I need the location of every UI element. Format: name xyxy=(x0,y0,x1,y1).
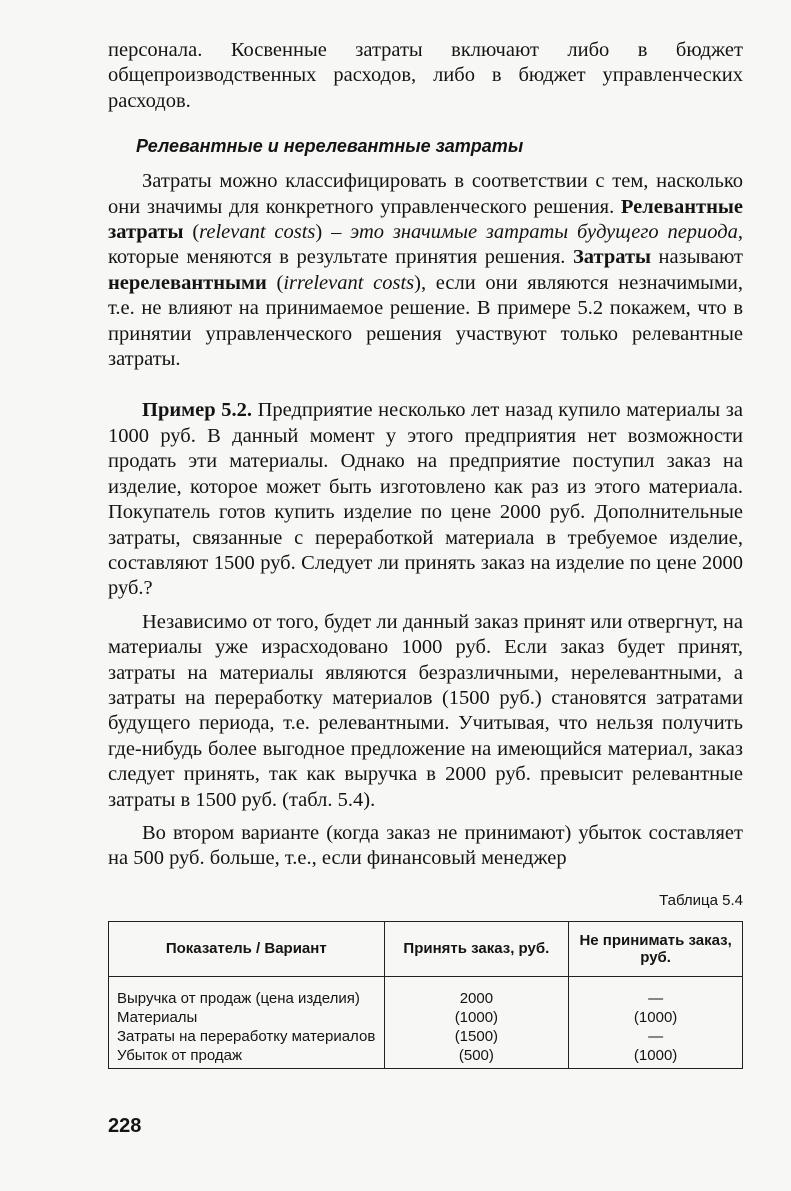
row-label: Выручка от продаж (цена изделия) xyxy=(109,976,385,1008)
example-label: Пример 5.2. xyxy=(142,399,252,422)
text-run: ( xyxy=(183,221,200,244)
row-label: Затраты на переработку материалов xyxy=(109,1027,385,1046)
section-heading: Релевантные и нерелевантные затраты xyxy=(136,136,524,157)
cell-reject: — xyxy=(569,1027,743,1046)
paragraph-classification xyxy=(108,169,743,372)
paragraph-example xyxy=(108,398,743,601)
table-row xyxy=(109,1046,743,1069)
term-relevant-costs: Релевантные затраты xyxy=(108,195,743,244)
text-run: ), если они являются незначимыми, т.е. не влияют на принимаемое решение. В примере 5.2 покажем, что в принятии управленческого решения участвуют только релевантные затраты. xyxy=(108,271,744,371)
cell-accept: 2000 xyxy=(384,976,569,1008)
definition-relevant-costs: это значимые затраты будущего периода xyxy=(350,221,738,244)
term-costs: Затраты xyxy=(572,246,652,269)
row-label: Материалы xyxy=(109,1008,385,1027)
cell-reject: (1000) xyxy=(569,1008,743,1027)
example-text: Предприятие несколько лет назад купило материалы за 1000 руб. В данный момент у этого предприятия нет возможности продать эти материалы. Однако на предприятие поступил заказ на изделие, которое может быть изготовлено как раз из этого материала. Покупатель готов купить изделие по цене 2000 руб. Дополнительные затраты, связанные с переработкой материала в требуемое изделие, составляют 1500 руб. Следует ли принять заказ на изделие по цене 2000 руб.? xyxy=(108,399,743,600)
cell-accept: (500) xyxy=(384,1046,569,1069)
table-caption: Таблица 5.4 xyxy=(659,891,743,909)
table-row xyxy=(109,1008,743,1027)
term-irrelevant-costs-en: irrelevant costs xyxy=(283,271,415,294)
term-relevant-costs-en: relevant costs xyxy=(199,221,316,244)
table-row xyxy=(109,976,743,1008)
text-run: , которые меняются в результате принятия решения. xyxy=(108,221,744,269)
data-table xyxy=(108,921,743,1069)
header-accept: Принять заказ, руб. xyxy=(384,921,569,976)
paragraph-second-variant: Во втором варианте (когда заказ не принимают) убыток составляет на 500 руб. больше, т.е., если финансовый менеджер xyxy=(108,821,743,870)
row-label: Убыток от продаж xyxy=(109,1046,385,1069)
paragraph-intro: персонала. Косвенные затраты включают либо в бюджет общепроизводственных расходов, либо в бюджет управленческих расходов. xyxy=(108,39,743,112)
text-run: Затраты можно классифицировать в соответствии с тем, насколько они значимы для конкретного управленческого решения. xyxy=(108,170,743,218)
page-number: 228 xyxy=(108,1115,142,1137)
cell-accept: (1500) xyxy=(384,1027,569,1046)
header-indicator: Показатель / Вариант xyxy=(109,921,385,976)
table-header-row xyxy=(109,921,743,976)
paragraph-answer: Независимо от того, будет ли данный заказ принят или отвергнут, на материалы уже израсходовано 1000 руб. Если заказ будет принят, затраты на материалы являются безразличными, нерелевантными, а затраты на переработку материалов (1500 руб.) становятся затратами будущего периода, т.е. релевантными. Учитывая, что нельзя получить где-нибудь более выгодное предложение на имеющийся материал, заказ следует принять, так как выручка в 2000 руб. превысит релевантные затраты в 1500 руб. (табл. 5.4). xyxy=(108,610,743,811)
table-row xyxy=(109,1027,743,1046)
term-irrelevant: нерелевантными xyxy=(108,271,267,294)
text-run: ( xyxy=(266,271,284,294)
cell-reject: — xyxy=(569,976,743,1008)
page-content xyxy=(108,38,743,1069)
text-run: ) – xyxy=(315,221,351,244)
cell-reject: (1000) xyxy=(569,1046,743,1069)
header-reject: Не принимать заказ, руб. xyxy=(569,921,743,976)
text-run: называют xyxy=(651,246,744,269)
cell-accept: (1000) xyxy=(384,1008,569,1027)
